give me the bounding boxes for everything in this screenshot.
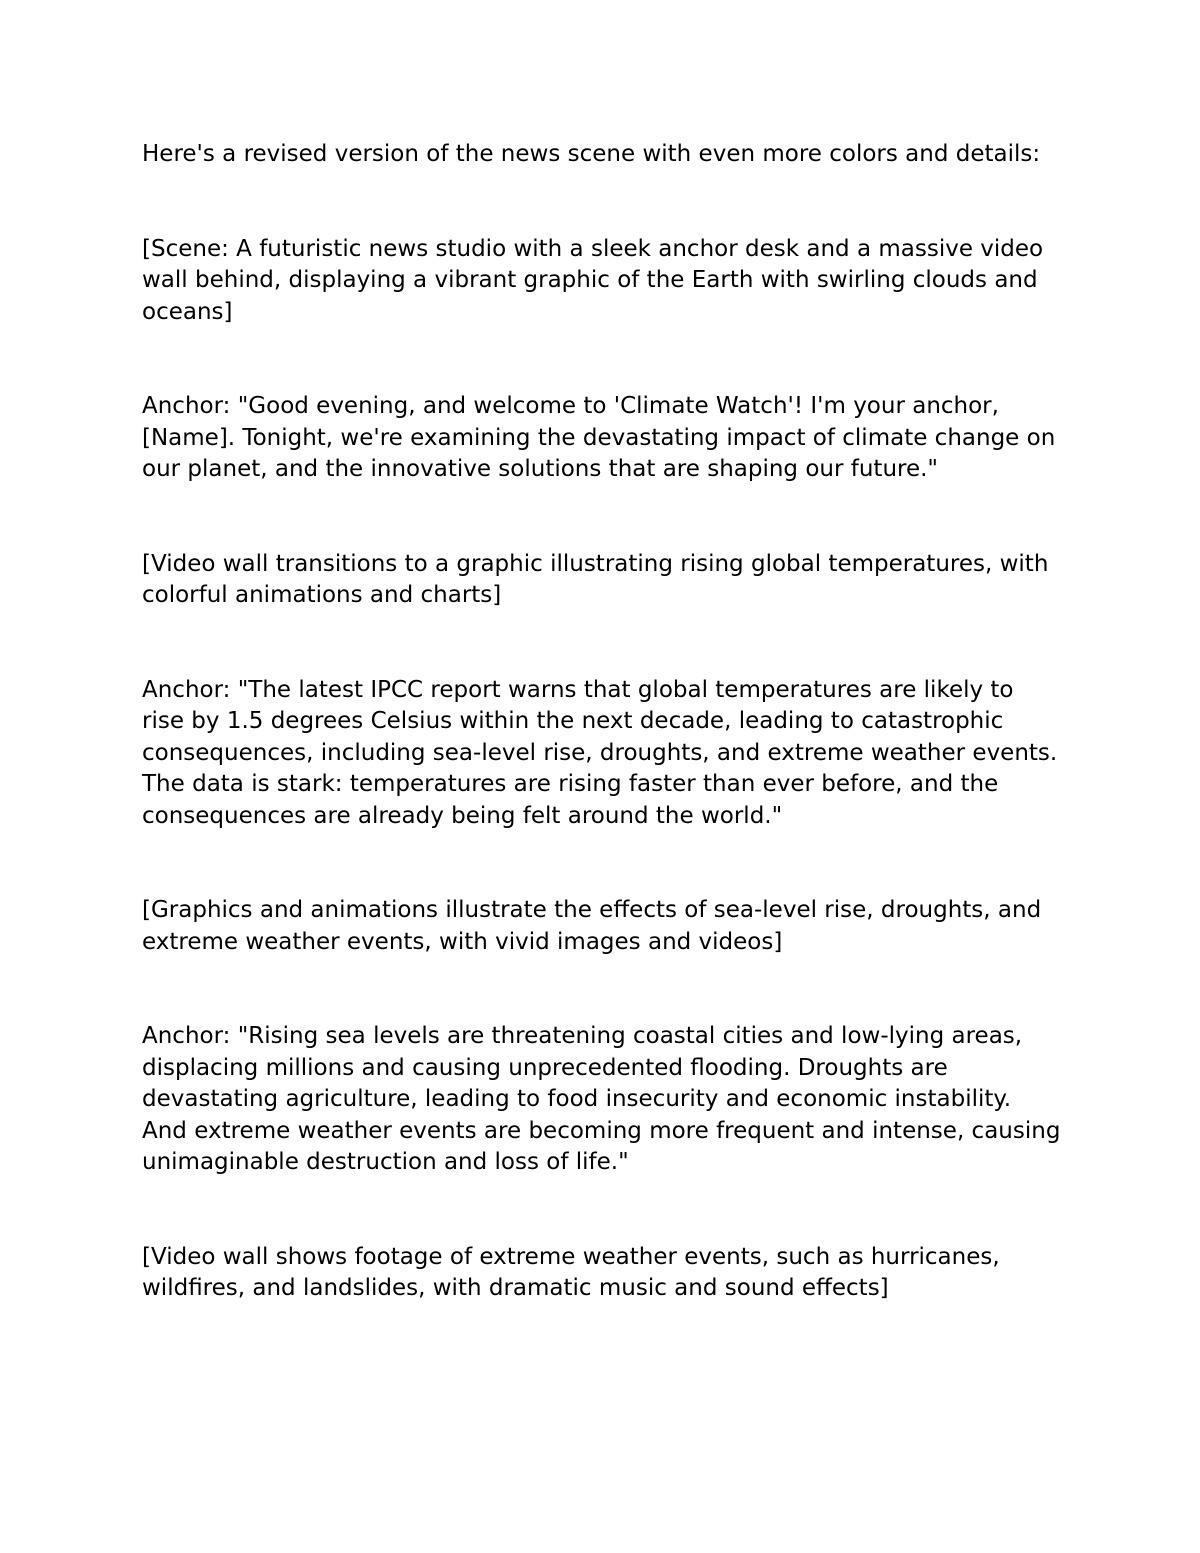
intro-paragraph: Here's a revised version of the news scene with even more colors and details: [142,141,1041,167]
anchor-dialogue-paragraph: Anchor: "The latest IPCC report warns that global temperatures are likely to rise by 1.5 degrees Celsius within the next decade, leading to catastrophic consequences, including sea-level rise, droughts, and extreme weather events. The data is stark: temperatures are rising faster than ever before, and the consequences are already being felt around the world." [142,676,1058,829]
anchor-dialogue-paragraph: Anchor: "Rising sea levels are threatening coastal cities and low-lying areas, displacing millions and causing unprecedented flooding. Droughts are devastating agriculture, leading to food insecurity and economic instability. And extreme weather events are becoming more frequent and intense, causing unimaginable destruction and loss of life." [142,1023,1061,1175]
scene-direction-paragraph: [Graphics and animations illustrate the effects of sea-level rise, droughts, and extreme weather events, with vivid images and videos] [142,897,1042,955]
scene-direction-paragraph: [Video wall transitions to a graphic illustrating rising global temperatures, with colorful animations and charts] [142,550,1049,608]
scene-direction-paragraph: [Video wall shows footage of extreme weather events, such as hurricanes, wildfires, and landslides, with dramatic music and sound effects] [142,1243,1000,1301]
scene-direction-paragraph: [Scene: A futuristic news studio with a sleek anchor desk and a massive video wall behind, displaying a vibrant graphic of the Earth with swirling clouds and oceans] [142,235,1044,325]
anchor-dialogue-paragraph: Anchor: "Good evening, and welcome to 'Climate Watch'! I'm your anchor, [Name]. Tonight, we're examining the devastating impact of climate change on our planet, and the innovative solutions that are shaping our future." [142,393,1056,482]
document-body [142,139,1062,1305]
